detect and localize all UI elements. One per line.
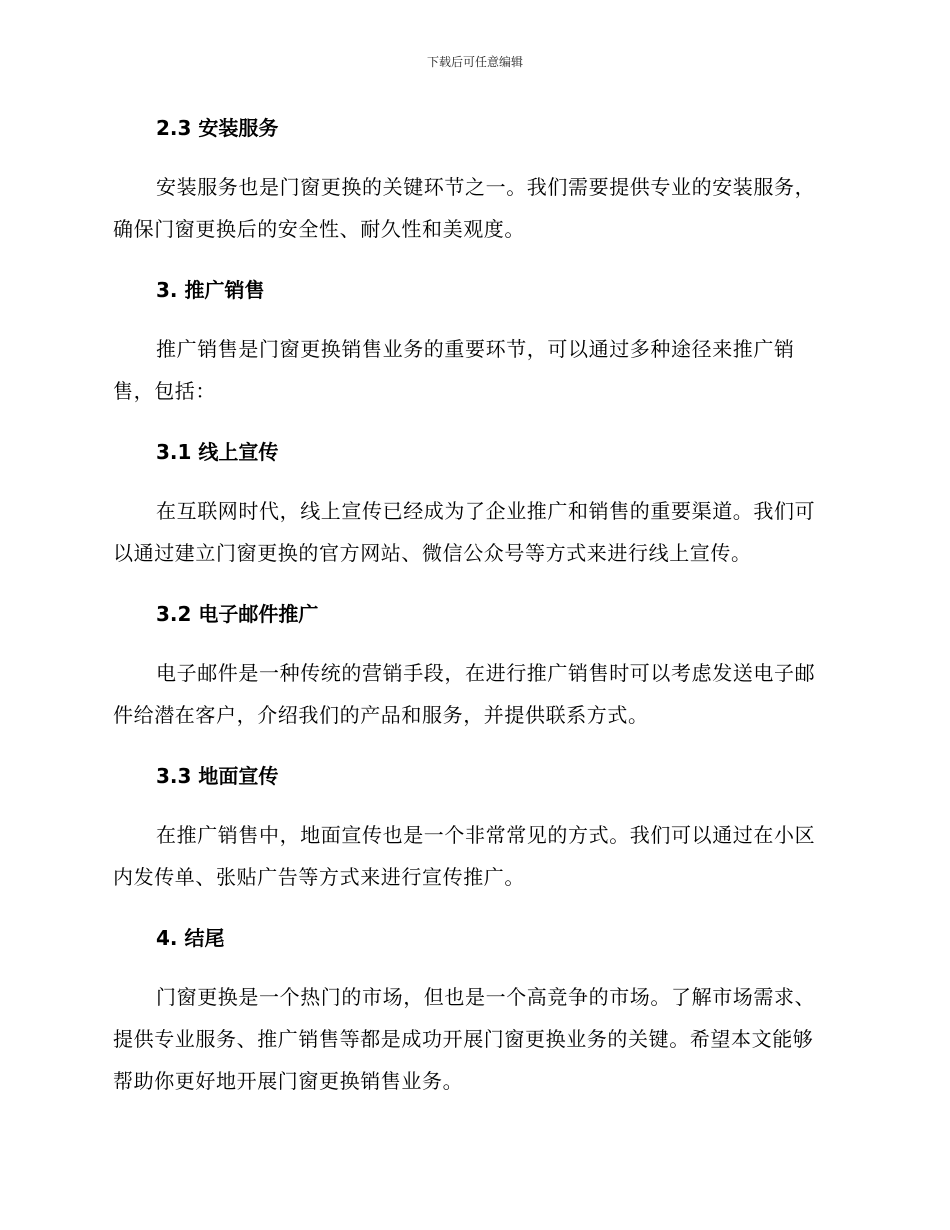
document-body [113, 108, 833, 1102]
section-heading-3-3: 3.3 地面宣传 [156, 764, 279, 788]
section-heading-3-2: 3.2 电子邮件推广 [156, 602, 319, 626]
section-heading-4: 4. 结尾 [156, 926, 225, 950]
section-paragraph-3-3: 在推广销售中，地面宣传也是一个非常常见的方式。我们可以通过在小区内发传单、张贴广告等方式来进行宣传推广。 [113, 823, 816, 889]
section-paragraph-3: 推广销售是门窗更换销售业务的重要环节，可以通过多种途径来推广销售，包括： [113, 337, 795, 403]
section-paragraph-3-2: 电子邮件是一种传统的营销手段，在进行推广销售时可以考虑发送电子邮件给潜在客户，介绍我们的产品和服务，并提供联系方式。 [113, 661, 816, 727]
page-header: 下载后可任意编辑 [426, 55, 523, 69]
section-paragraph-3-1: 在互联网时代，线上宣传已经成为了企业推广和销售的重要渠道。我们可以通过建立门窗更换的官方网站、微信公众号等方式来进行线上宣传。 [113, 499, 816, 565]
section-paragraph-4: 门窗更换是一个热门的市场，但也是一个高竞争的市场。了解市场需求、提供专业服务、推广销售等都是成功开展门窗更换业务的关键。希望本文能够帮助你更好地开展门窗更换销售业务。 [113, 985, 816, 1093]
section-paragraph-2-3: 安装服务也是门窗更换的关键环节之一。我们需要提供专业的安装服务，确保门窗更换后的安全性、耐久性和美观度。 [113, 175, 816, 241]
section-heading-3-1: 3.1 线上宣传 [156, 440, 279, 464]
section-heading-2-3: 2.3 安装服务 [156, 116, 279, 140]
section-heading-3: 3. 推广销售 [156, 278, 265, 302]
